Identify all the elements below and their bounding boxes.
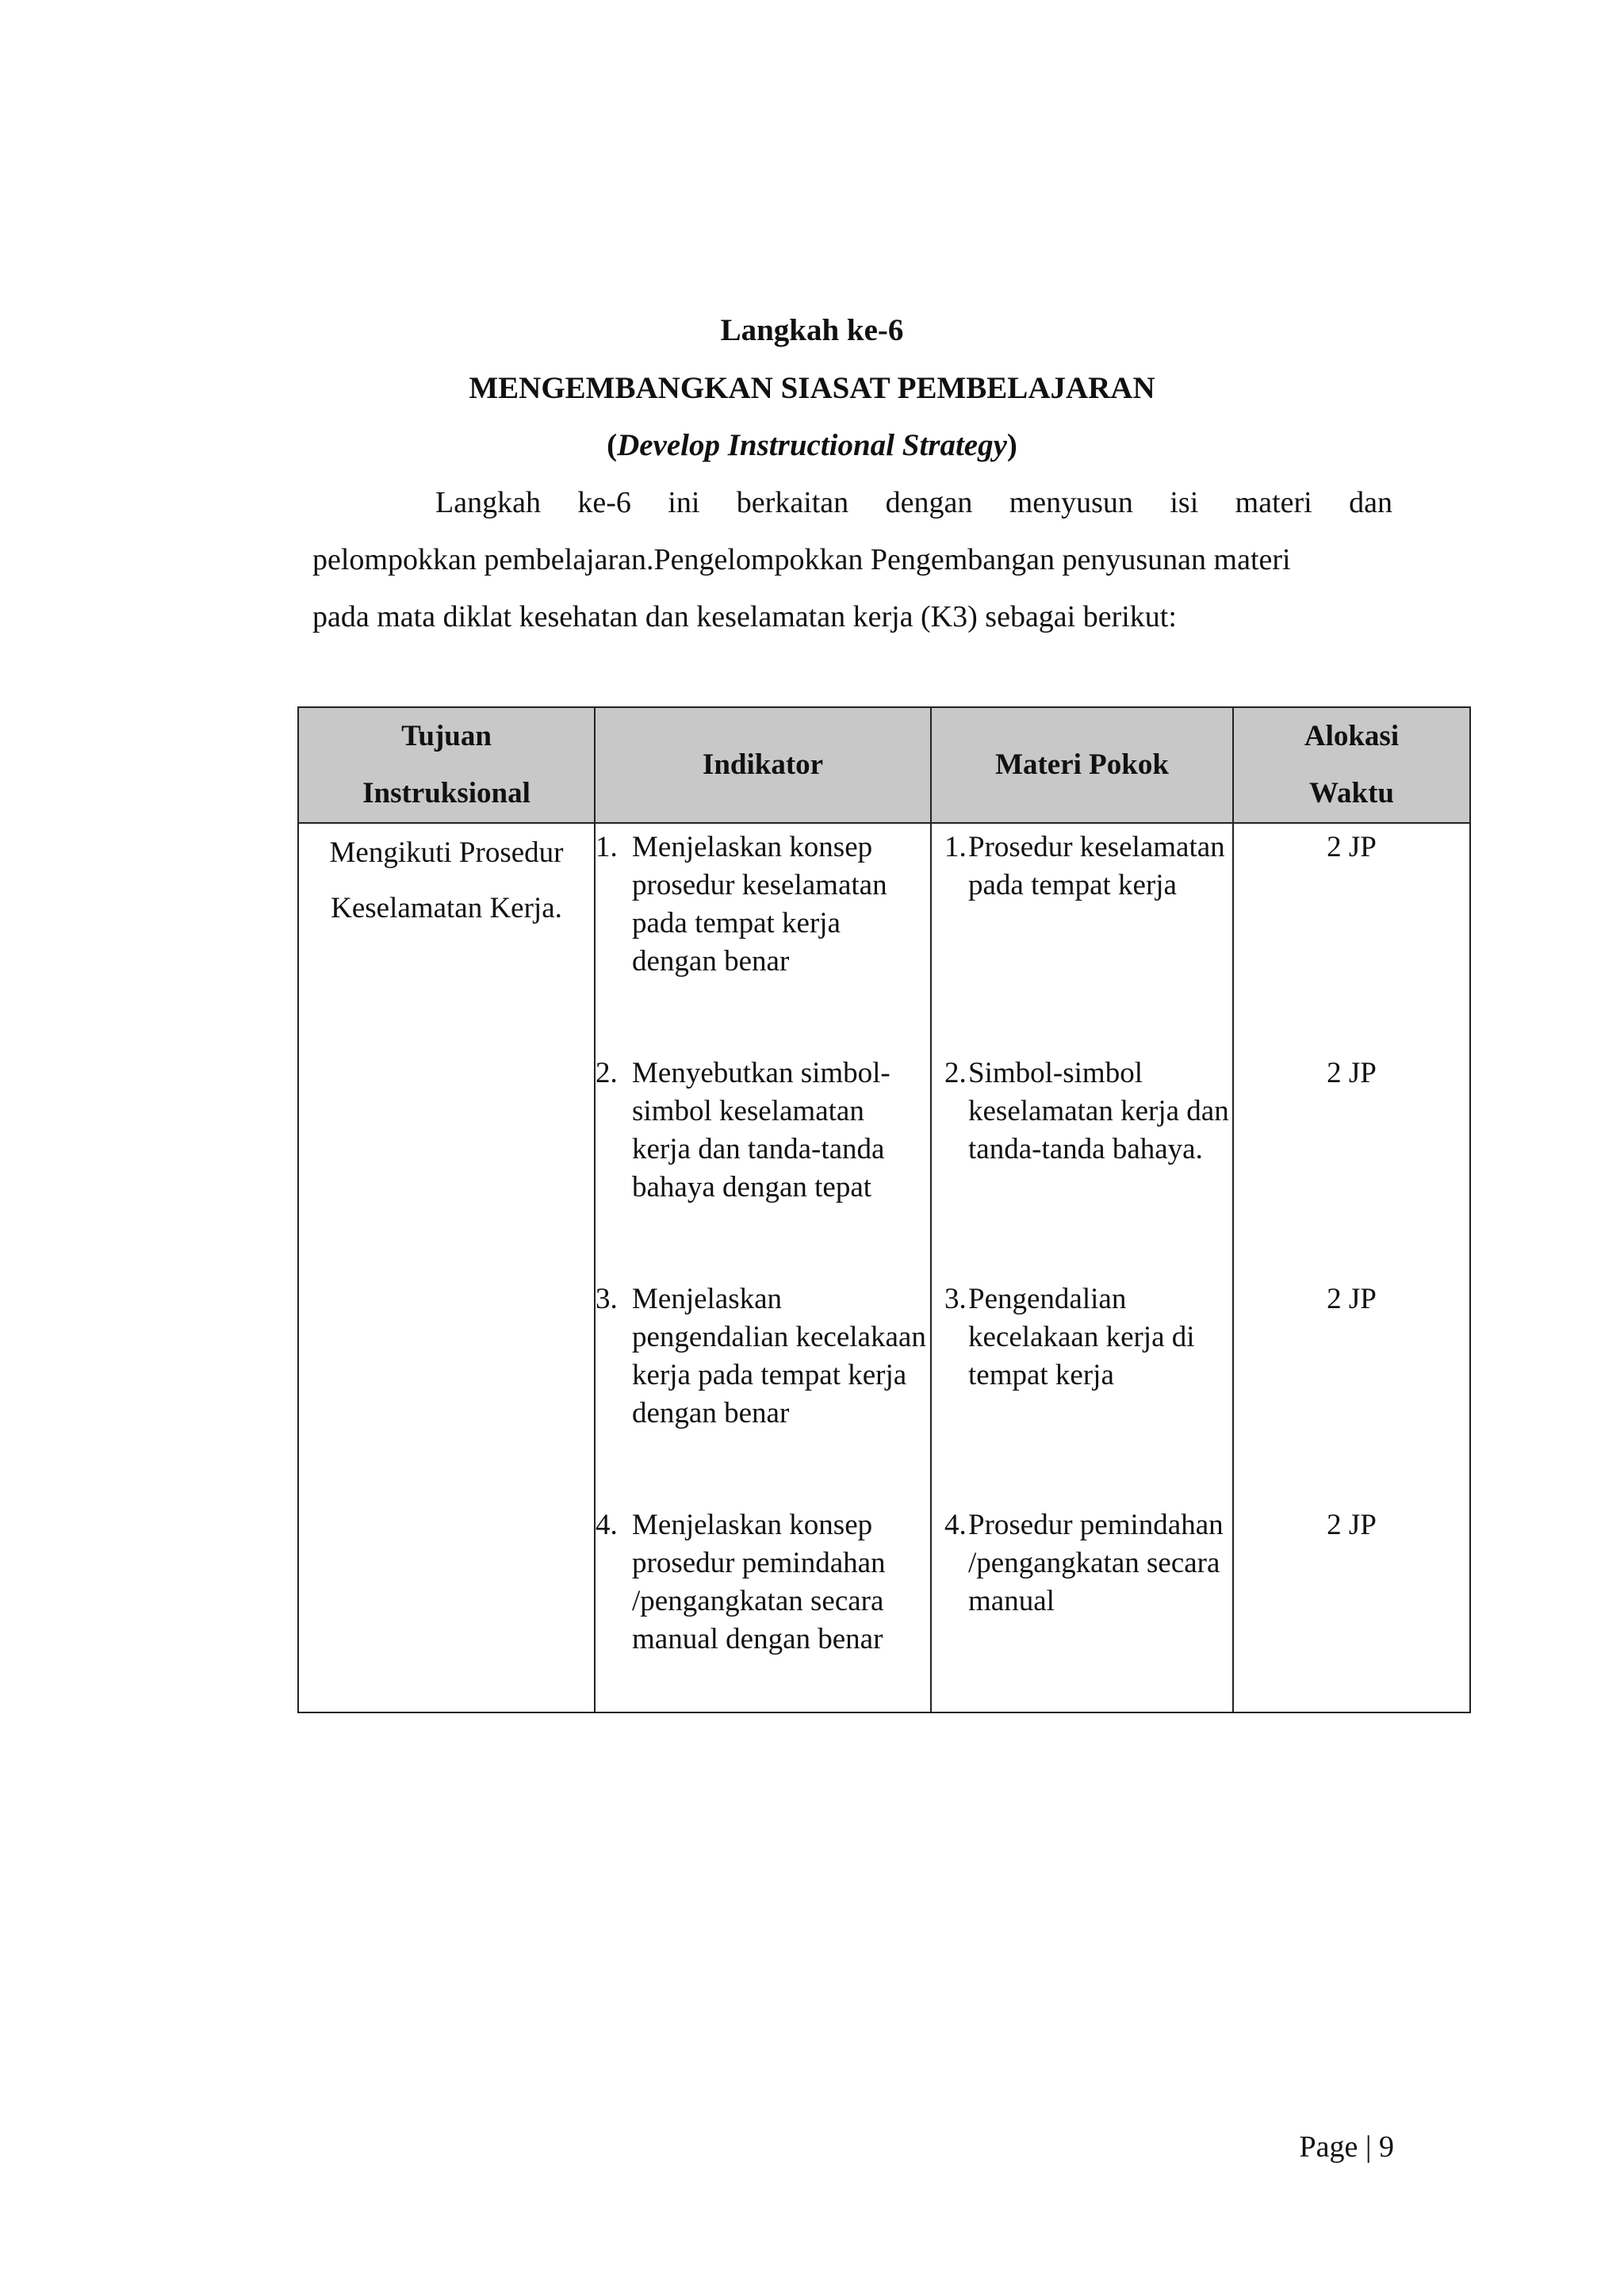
header-alokasi [1233, 707, 1470, 823]
section-title: MENGEMBANGKAN SIASAT PEMBELAJARAN [469, 371, 1155, 405]
header-tujuan-line2: Instruksional [362, 777, 530, 809]
cell-indikator [595, 823, 931, 1712]
materi-number: 4. [944, 1509, 967, 1541]
indikator-item [596, 1280, 930, 1433]
indikator-number: 4. [596, 1509, 618, 1541]
cell-materi [931, 823, 1233, 1712]
materi-number: 2. [944, 1057, 967, 1089]
cell-alokasi [1233, 823, 1470, 1712]
indikator-number: 1. [596, 831, 618, 863]
subtitle-italic-text: Develop Instructional Strategy [617, 428, 1007, 462]
cell-tujuan [298, 823, 595, 1712]
header-alokasi-line2: Waktu [1309, 777, 1394, 809]
step-title: Langkah ke-6 [720, 313, 904, 347]
table-header-row [298, 707, 1470, 823]
page-number: Page | 9 [1299, 2130, 1394, 2164]
materi-text: Pengendalian kecelakaan kerja di tempat kerja [968, 1283, 1195, 1391]
materi-text: Prosedur pemindahan /pengangkatan secara manual [968, 1509, 1224, 1617]
paragraph-line-1: Langkah ke-6 ini berkaitan dengan menyusun isi materi dan [435, 486, 1392, 519]
tujuan-line1: Mengikuti Prosedur [329, 836, 564, 869]
materi-number: 3. [944, 1283, 967, 1315]
paragraph-line-3: pada mata diklat kesehatan dan keselamatan kerja (K3) sebagai berikut: [312, 600, 1177, 633]
indikator-item [596, 1054, 930, 1207]
indikator-text: Menjelaskan pengendalian kecelakaan kerja pada tempat kerja dengan benar [632, 1283, 926, 1429]
header-tujuan [298, 707, 595, 823]
header-tujuan-line1: Tujuan [401, 720, 492, 752]
waktu-value: 2 JP [1327, 1509, 1377, 1541]
materi-item [932, 1054, 1232, 1169]
header-materi: Materi Pokok [931, 707, 1233, 823]
header-indikator: Indikator [595, 707, 931, 823]
materi-item [932, 828, 1232, 905]
paragraph-line-2: pelompokkan pembelajaran.Pengelompokkan Pengembangan penyusunan materi [312, 543, 1291, 576]
section-subtitle [0, 430, 1624, 461]
materi-number: 1. [944, 831, 967, 863]
waktu-value: 2 JP [1327, 831, 1377, 863]
indikator-text: Menjelaskan konsep prosedur pemindahan /pengangkatan secara manual dengan benar [632, 1509, 886, 1655]
waktu-value: 2 JP [1327, 1283, 1377, 1315]
strategy-table [297, 706, 1471, 1713]
materi-item [932, 1280, 1232, 1395]
header-alokasi-line1: Alokasi [1304, 720, 1400, 752]
subtitle-close-paren: ) [1006, 428, 1017, 462]
materi-text: Simbol-simbol keselamatan kerja dan tanda-tanda bahaya. [968, 1057, 1229, 1165]
indikator-text: Menjelaskan konsep prosedur keselamatan pada tempat kerja dengan benar [632, 831, 887, 978]
table-row [298, 823, 1470, 1712]
materi-text: Prosedur keselamatan pada tempat kerja [968, 831, 1225, 901]
indikator-item [596, 828, 930, 981]
subtitle-open-paren: ( [607, 428, 618, 462]
waktu-value: 2 JP [1327, 1057, 1377, 1089]
indikator-item [596, 1506, 930, 1659]
indikator-text: Menyebutkan simbol-simbol keselamatan kerja dan tanda-tanda bahaya dengan tepat [632, 1057, 891, 1203]
indikator-number: 3. [596, 1283, 618, 1315]
tujuan-line2: Keselamatan Kerja. [331, 892, 562, 924]
materi-item [932, 1506, 1232, 1621]
indikator-number: 2. [596, 1057, 618, 1089]
